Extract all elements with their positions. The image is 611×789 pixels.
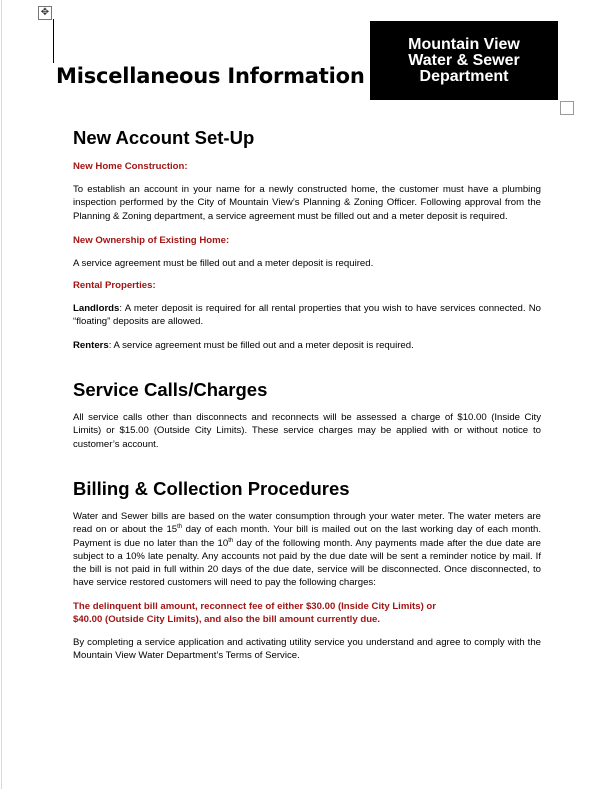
landlords-term: Landlords [73,303,120,315]
renters-term: Renters [73,339,109,351]
landlords-paragraph [73,302,541,329]
renters-paragraph [73,339,541,352]
billing-text-part-3: day of the following month. Any payments made after the due date are subject to a 10% late penalty. Any accounts not paid by the due date will be sent a reminder notice by mail. If the bill is not paid in full within 20 days of the due date, service will be disconnected. Once disconnected, to have service restored customers will need to pay the following charges: [73,537,541,589]
section-heading-account: New Account Set-Up [73,127,255,148]
logo-line-1: Mountain View [408,35,520,53]
landlords-text: : A meter deposit is required for all rental properties that you wish to have services connected. No “floating” deposits are allowed. [73,303,541,328]
renters-text: : A service agreement must be filled out and a meter deposit is required. [108,339,414,351]
ordinal-suffix-1: th [177,524,183,531]
table-resize-handle[interactable] [560,101,574,115]
page-edge [1,0,2,789]
page-title: Miscellaneous Information [56,64,365,88]
rental-label: Rental Properties: [73,280,156,292]
logo-line-3: Department [419,67,509,85]
closing-text: By completing a service application and activating utility service you understand and agree to comply with the Mountain View Water Department’s Terms of Service. [73,636,541,662]
text-cursor [53,19,54,63]
billing-text-part-1: Water and Sewer bills are based on the water consumption through your water meter. The water meters are read on or about the 15 [73,510,541,536]
ownership-text: A service agreement must be filled out and a meter deposit is required. [73,257,374,269]
billing-text [73,510,541,590]
new-home-text: To establish an account in your name for a newly constructed home, the customer must have a plumbing inspection performed by the City of Mountain View’s Planning & Zoning Officer. Following approval from the Planning & Zoning department, a service agreement must be filled out and a meter deposit is required. [73,184,541,222]
ordinal-suffix-2: th [228,537,234,544]
ownership-label: New Ownership of Existing Home: [73,234,230,246]
section-heading-service: Service Calls/Charges [73,379,268,401]
billing-text-part-2: day of each month. Your bill is mailed out on the last working day of each month. Payment is due no later than the 10 [73,524,541,549]
logo-line-2: Water & Sewer [408,51,520,69]
service-text: All service calls other than disconnects and reconnects will be assessed a charge of $10.00 (Inside City Limits) or $15.00 (Outside City Limits). These service charges may be applied with or without notice to customer’s account. [73,412,541,450]
table-move-handle-icon[interactable]: ✥ [38,6,52,20]
document-body [73,126,541,662]
charges-line-1: The delinquent bill amount, reconnect fee of either $30.00 (Inside City Limits) or [73,600,437,612]
department-logo-box [370,21,558,100]
section-heading-billing: Billing & Collection Procedures [73,477,350,499]
charges-line-2: $40.00 (Outside City Limits), and also the bill amount currently due. [73,613,381,625]
new-home-label: New Home Construction: [73,161,188,172]
